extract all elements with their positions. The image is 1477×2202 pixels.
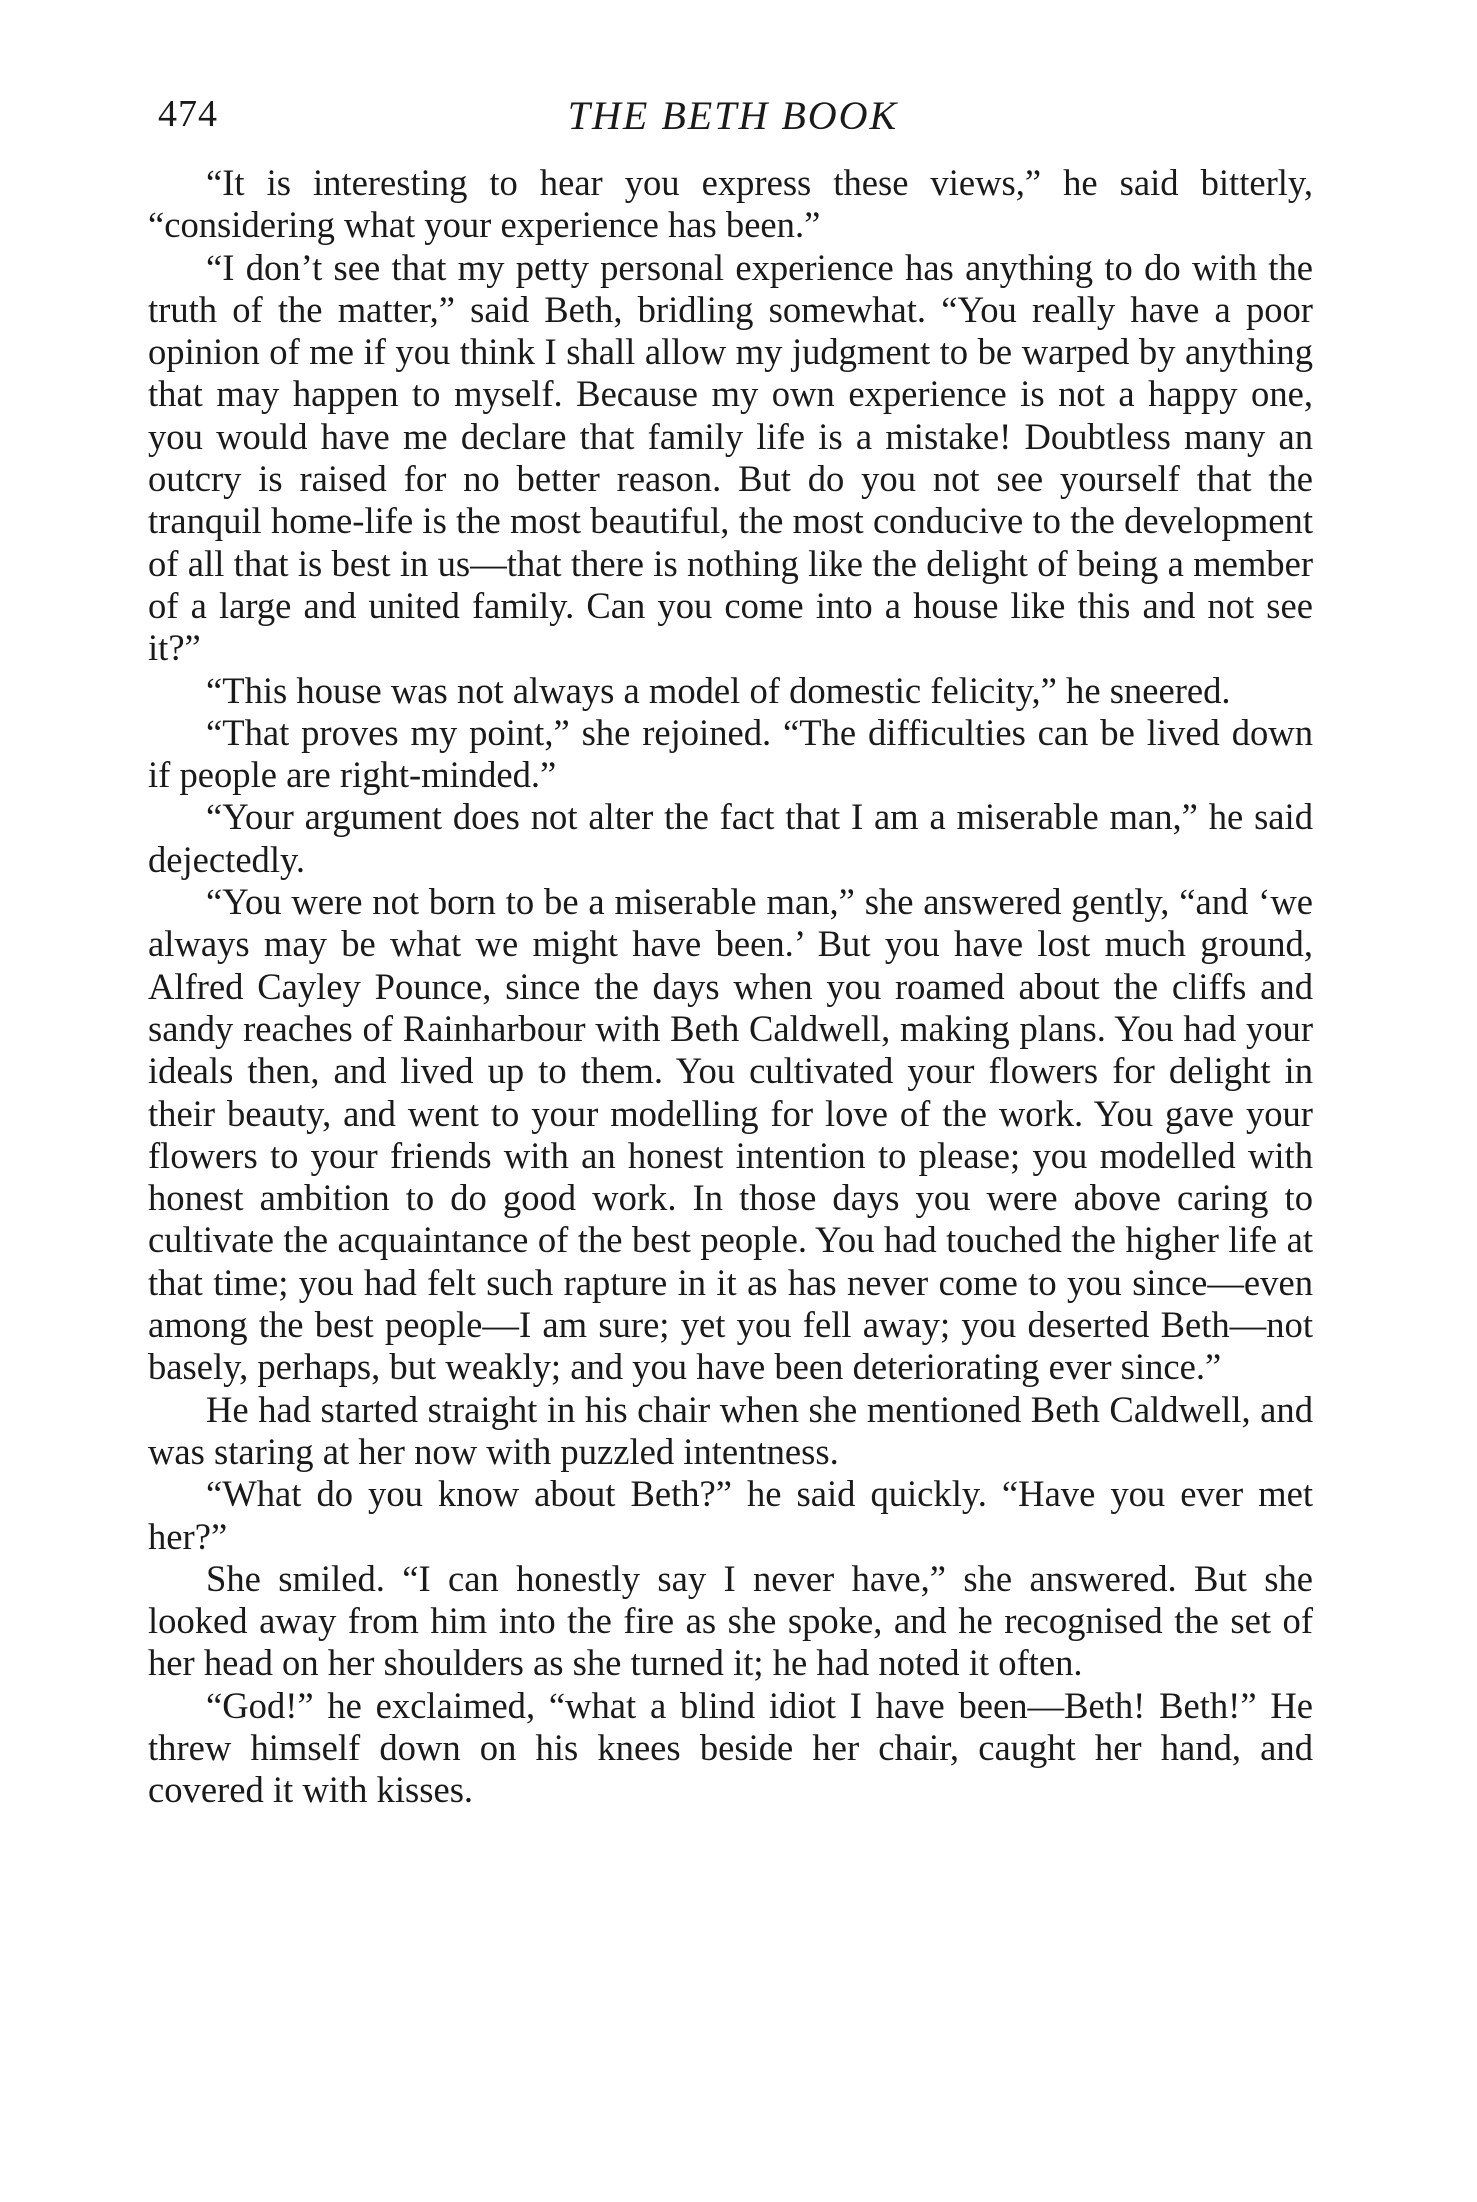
page-number: 474 <box>158 93 218 135</box>
paragraph: “That proves my point,” she rejoined. “The difficulties can be lived down if people are right-minded.” <box>148 711 1313 796</box>
paragraph: “God!” he exclaimed, “what a blind idiot I have been—Beth! Beth!” He threw himself down on his knees beside her chair, caught her hand, and covered it with kisses. <box>148 1684 1313 1811</box>
paragraph: “You were not born to be a miserable man,” she answered gently, “and ‘we always may be what we might have been.’ But you have lost much ground, Alfred Cayley Pounce, since the days when you roamed about the cliffs and sandy reaches of Rainharbour with Beth Caldwell, making plans. You had your ideals then, and lived up to them. You cultivated your flowers for delight in their beauty, and went to your modelling for love of the work. You gave your flowers to your friends with an honest intention to please; you modelled with honest ambition to do good work. In those days you were above caring to cultivate the acquaintance of the best people. You had touched the higher life at that time; you had felt such rapture in it as has never come to you since—even among the best people—I am sure; yet you fell away; you deserted Beth—not basely, perhaps, but weakly; and you have been deteriorating ever since.” <box>148 881 1313 1388</box>
page-header <box>158 92 1308 152</box>
running-title: THE BETH BOOK <box>567 93 899 138</box>
paragraph: “I don’t see that my petty personal experience has anything to do with the truth of the matter,” said Beth, bridling somewhat. “You really have a poor opinion of me if you think I shall allow my judgment to be warped by anything that may happen to myself. Because my own experience is not a happy one, you would have me declare that family life is a mistake! Doubtless many an outcry is raised for no better reason. But do you not see yourself that the tranquil home-life is the most beautiful, the most conducive to the development of all that is best in us—that there is nothing like the delight of being a member of a large and united family. Can you come into a house like this and not see it?” <box>148 246 1313 669</box>
paragraph: She smiled. “I can honestly say I never have,” she answered. But she looked away from him into the fire as she spoke, and he recognised the set of her head on her shoulders as she turned it; he had noted it often. <box>148 1557 1313 1684</box>
paragraph: He had started straight in his chair when she mentioned Beth Caldwell, and was staring at her now with puzzled intentness. <box>148 1388 1313 1472</box>
paragraph: “What do you know about Beth?” he said quickly. “Have you ever met her?” <box>148 1473 1313 1557</box>
paragraph: “This house was not always a model of domestic felicity,” he sneered. <box>206 669 1231 711</box>
paragraph: “Your argument does not alter the fact that I am a miserable man,” he said dejectedly. <box>148 796 1313 880</box>
body-text <box>148 162 1313 1812</box>
paragraph: “It is interesting to hear you express these views,” he said bitterly, “considering what your experience has been.” <box>148 162 1313 246</box>
